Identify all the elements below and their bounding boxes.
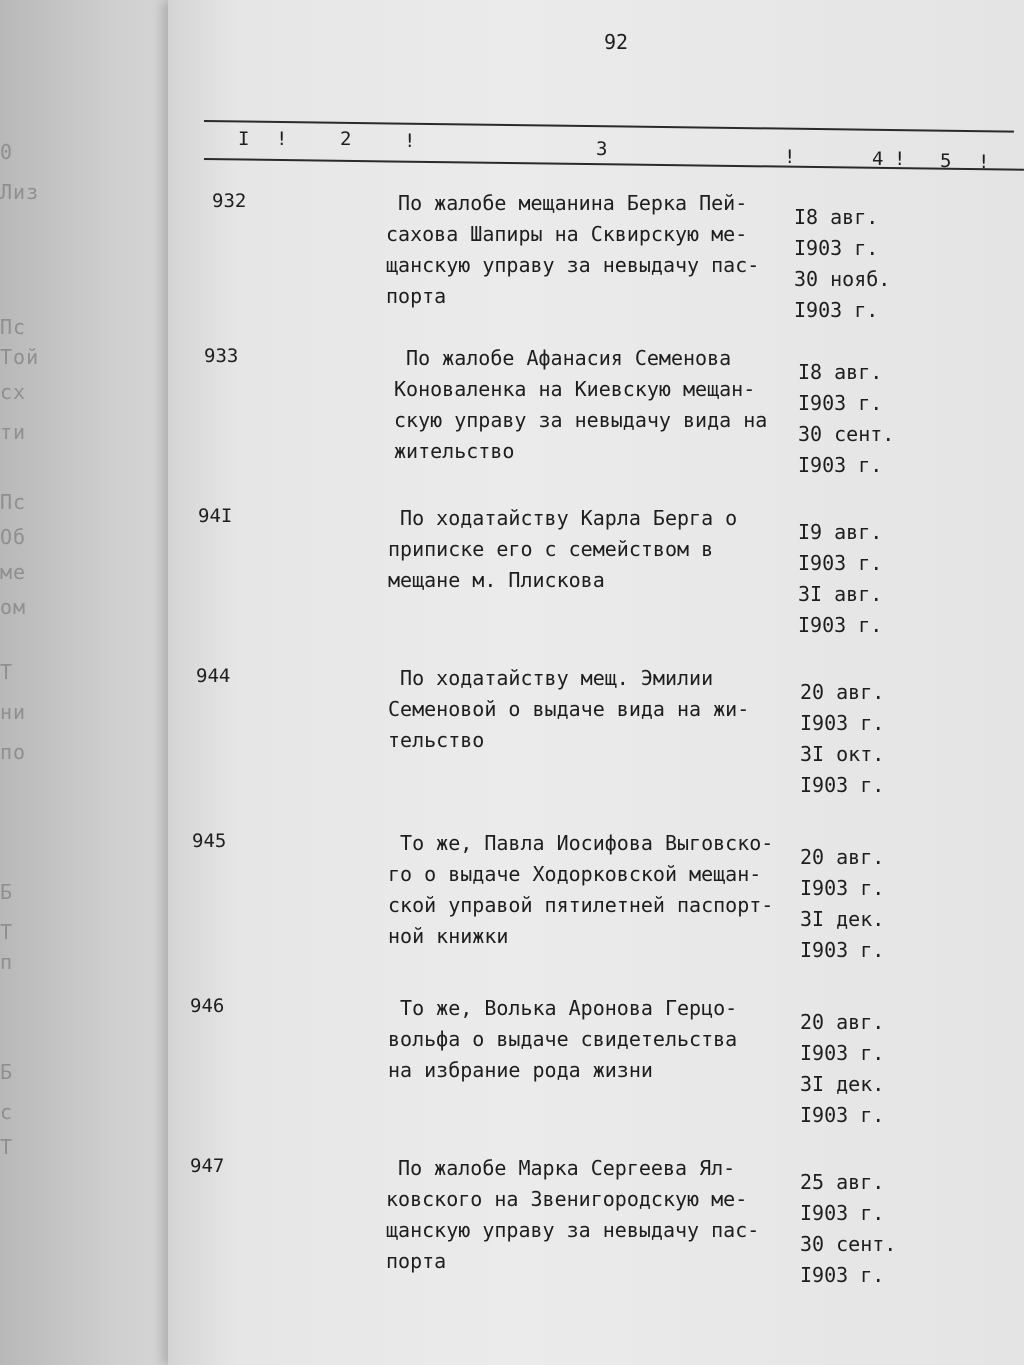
previous-page-ghost-text: Б	[0, 880, 14, 904]
entry-date-line: I9 авг.	[798, 520, 883, 544]
header-separator: !	[894, 148, 906, 170]
previous-page-ghost-text: Т	[0, 920, 14, 944]
entry-number: 945	[192, 830, 227, 852]
previous-page-ghost-text: 0	[0, 140, 14, 164]
previous-page-ghost-text: Т	[0, 1135, 14, 1159]
entry-number: 944	[196, 665, 231, 687]
entry-date-line: 25 авг.	[800, 1170, 885, 1194]
previous-page-edge	[0, 0, 190, 1365]
previous-page-ghost-text: ти	[0, 420, 27, 444]
entry-number: 947	[190, 1155, 225, 1177]
header-col-2: 2	[340, 128, 352, 150]
entry-date-line: I903 г.	[798, 391, 883, 415]
entry-date-line: I903 г.	[800, 938, 885, 962]
previous-page-ghost-text: Пс	[0, 490, 27, 514]
entry-date-line: I8 авг.	[798, 360, 883, 384]
previous-page-ghost-text: ме	[0, 560, 27, 584]
header-col-5: 5	[940, 150, 952, 172]
previous-page-ghost-text: с	[0, 1100, 14, 1124]
header-col-3: 3	[596, 138, 608, 160]
entry-dates	[798, 517, 918, 641]
previous-page-ghost-text: ни	[0, 700, 27, 724]
entry-date-line: I903 г.	[798, 453, 883, 477]
entry-description: То же, Павла Иосифова Выговско- го о выдаче Ходорковской мещан- ской управой пятилетней паспорт- ной книжки	[388, 831, 774, 948]
header-col-1: I	[238, 128, 250, 150]
entry-dates	[794, 202, 914, 326]
page-number: 92	[604, 30, 629, 54]
entry-description: То же, Волька Аронова Герцо- вольфа о выдаче свидетельства на избрание рода жизни	[388, 996, 738, 1082]
entry-description: По ходатайству мещ. Эмилии Семеновой о выдаче вида на жи- тельство	[388, 666, 750, 752]
entry-date-line: I903 г.	[794, 298, 879, 322]
previous-page-ghost-text: по	[0, 740, 27, 764]
entry-date-line: I903 г.	[794, 236, 879, 260]
entry-dates	[800, 842, 920, 966]
entry-date-line: I903 г.	[800, 711, 885, 735]
entry-description: По жалобе Марка Сергеева Ял- ковского на Звенигородскую ме- щанскую управу за невыдачу пас- порта	[386, 1156, 760, 1273]
entry-dates	[800, 1007, 920, 1131]
previous-page-ghost-text: сх	[0, 380, 27, 404]
entry-date-line: 3I авг.	[798, 582, 883, 606]
previous-page-ghost-text: Т	[0, 660, 14, 684]
previous-page-ghost-text: Лиз	[0, 180, 40, 204]
entry-number: 933	[204, 345, 239, 367]
previous-page-ghost-text: Той	[0, 345, 40, 369]
entry-date-line: I903 г.	[800, 1263, 885, 1287]
header-separator: !	[276, 128, 288, 150]
header-col-4: 4	[872, 148, 884, 170]
header-separator: !	[978, 151, 990, 173]
previous-page-ghost-text: Б	[0, 1060, 14, 1084]
entry-date-line: 30 сент.	[798, 422, 895, 446]
entry-date-line: 3I дек.	[800, 907, 885, 931]
previous-page-ghost-text: Пс	[0, 315, 27, 339]
previous-page-ghost-text: ом	[0, 595, 27, 619]
entry-date-line: I903 г.	[800, 773, 885, 797]
entry-date-line: 30 сент.	[800, 1232, 897, 1256]
entry-dates	[800, 677, 920, 801]
entry-date-line: I8 авг.	[794, 205, 879, 229]
previous-page-ghost-text: п	[0, 950, 14, 974]
entry-description: По жалобе Афанасия Семенова Коноваленка на Киевскую мещан- скую управу за невыдачу вида на жительство	[394, 346, 768, 463]
entry-number: 94I	[198, 505, 233, 527]
entry-number: 946	[190, 995, 225, 1017]
header-separator: !	[784, 146, 796, 168]
entry-date-line: 3I окт.	[800, 742, 885, 766]
entry-number: 932	[212, 190, 247, 212]
document-page	[168, 0, 1024, 1365]
previous-page-ghost-text: Об	[0, 525, 27, 549]
header-separator: !	[404, 130, 416, 152]
entry-date-line: I903 г.	[800, 1201, 885, 1225]
entry-date-line: I903 г.	[798, 613, 883, 637]
entry-date-line: 3I дек.	[800, 1072, 885, 1096]
entry-date-line: 20 авг.	[800, 845, 885, 869]
entry-date-line: 20 авг.	[800, 1010, 885, 1034]
header-rule-top	[204, 120, 1014, 133]
entry-date-line: I903 г.	[798, 551, 883, 575]
entry-description: По ходатайству Карла Берга о приписке его с семейством в мещане м. Плискова	[388, 506, 738, 592]
entry-description: По жалобе мещанина Берка Пей- сахова Шапиры на Сквирскую ме- щанскую управу за невыдачу пас- порта	[386, 191, 760, 308]
entry-date-line: I903 г.	[800, 1103, 885, 1127]
entry-date-line: I903 г.	[800, 1041, 885, 1065]
entry-dates	[798, 357, 918, 481]
entry-date-line: 20 авг.	[800, 680, 885, 704]
entry-date-line: 30 нояб.	[794, 267, 891, 291]
entry-dates	[800, 1167, 920, 1291]
entry-date-line: I903 г.	[800, 876, 885, 900]
